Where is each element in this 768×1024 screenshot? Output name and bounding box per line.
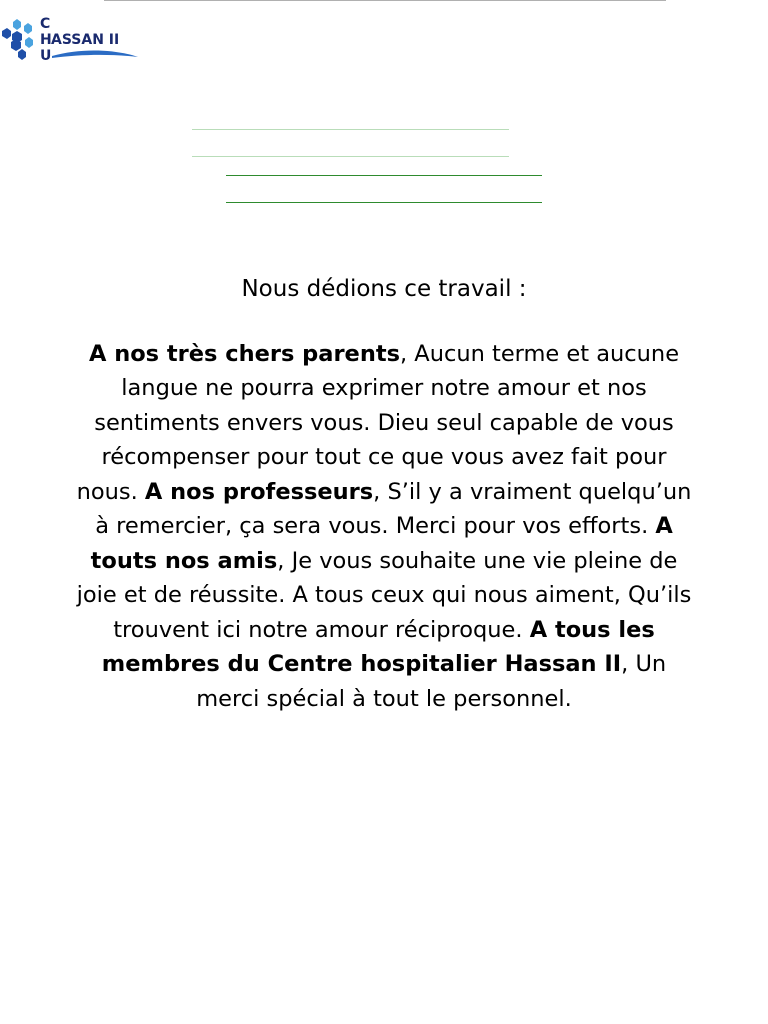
staff-text: , Un merci spécial à tout le personnel. bbox=[196, 651, 667, 712]
decorative-rule-green-2 bbox=[226, 202, 542, 203]
logo-text-assan: ASSAN II bbox=[51, 32, 120, 48]
professors-text: , S’il y a vraiment quelqu’un à remercier, ça sera vous. Merci pour vos efforts. bbox=[95, 478, 692, 539]
staff-title: A tous les membres du Centre hospitalier Hassan II bbox=[101, 616, 655, 677]
decorative-rule-green-1 bbox=[226, 175, 542, 176]
professors-title: A nos professeurs bbox=[144, 478, 374, 505]
decorative-rule-light-2 bbox=[192, 156, 509, 157]
parents-title: A nos très chers parents bbox=[88, 340, 400, 367]
dedication-body bbox=[70, 337, 698, 717]
logo-swoosh-icon bbox=[52, 50, 138, 58]
parents-text: , Aucun terme et aucune langue ne pourra exprimer notre amour et nos sentiments envers vous. Dieu seul capable de vous récompenser pour tout ce que vous avez fait pour nous. bbox=[76, 340, 680, 505]
dedication-section bbox=[70, 272, 698, 716]
top-rule bbox=[104, 0, 666, 1]
molecule-icon bbox=[2, 19, 33, 60]
chu-hassan-ii-logo bbox=[0, 10, 150, 68]
logo-letter-h: H bbox=[40, 32, 52, 48]
logo-letter-u: U bbox=[40, 48, 52, 64]
decorative-rule-light-1 bbox=[192, 129, 509, 130]
friends-text: , Je vous souhaite une vie pleine de joie et de réussite. A tous ceux qui nous aiment, Qu’ils trouvent ici notre amour réciproque. bbox=[76, 547, 692, 643]
logo-letter-c: C bbox=[40, 16, 51, 32]
dedication-heading: Nous dédions ce travail : bbox=[241, 276, 527, 302]
logo-emblem-icon bbox=[0, 10, 150, 68]
friends-title: A touts nos amis bbox=[90, 513, 673, 574]
